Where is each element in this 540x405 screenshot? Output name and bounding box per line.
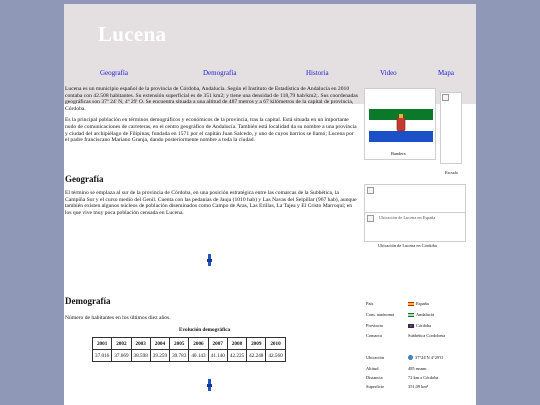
population-cell: 38.598: [131, 350, 150, 362]
nav-link-mapa[interactable]: Mapa: [438, 69, 454, 77]
info-value: España: [408, 301, 429, 306]
population-cell: 39.259: [150, 350, 169, 362]
year-cell: 2003: [131, 338, 150, 350]
info-value: [408, 355, 443, 360]
population-cell: 42.560: [266, 350, 285, 362]
nav-link-historia[interactable]: Historia: [306, 69, 329, 77]
info-value: Córdoba: [408, 323, 431, 328]
intro-paragraph-1: Lucena es un municipio español de la provincia de Córdoba, Andalucía. Según el Instituto de Estadística de Andalucía en 2010 contaba con 42.508 habitantes. Su extensión superficial es de 351 km2; y tiene una densidad de 118,79 hab/km2;. Sus coordenadas geográficas son 37º 24' N, 4º 29' O. Se encuentra situada a una altitud de 487 metros y a 67 kilómetros de la capital de provincia, Córdoba.: [65, 86, 358, 112]
flag-image-icon: [369, 109, 433, 142]
year-cell: 2008: [227, 338, 246, 350]
table-header-row: [93, 338, 286, 350]
map-cordoba-frame: [364, 212, 466, 242]
year-cell: 2001: [93, 338, 112, 350]
year-cell: 2002: [112, 338, 131, 350]
population-cell: 37.016: [93, 350, 112, 362]
demografia-text: Número de habitantes en los últimos diez años.: [65, 315, 171, 321]
info-value: Andalucía: [408, 312, 434, 317]
heading-geografia: Geografía: [65, 174, 104, 184]
info-key: Ubicación: [366, 355, 385, 360]
flag-frame: [364, 88, 436, 160]
geografia-text: El término se emplaza al sur de la provincia de Córdoba, en una posición estratégica entre las comarcas de la Subbética, la Campiña Sur y el curso medio del Genil. Cuenta con las pedanías de Jauja (1010 hab) y Las Navas del Selpillar (967 hab), aunque también existen algunos núcleos de población diseminados como Campo de Aras, Las Erillas, La Tajea y El Cristo Marroquí; en los que vive muy poca población censada en Lucena.: [65, 190, 357, 216]
main-content: [65, 86, 359, 149]
spain-flag-icon: [408, 302, 414, 306]
person-figure-icon: [207, 379, 212, 391]
nav-link-geografia[interactable]: Geografía: [100, 69, 128, 77]
year-cell: 2009: [247, 338, 266, 350]
map-spain-caption: Ubicación de Lucena en España: [379, 215, 436, 220]
info-key: Distancia: [366, 375, 383, 380]
info-key: Superficie: [366, 384, 385, 389]
table-values-row: [93, 350, 286, 362]
person-figure-icon: [207, 254, 212, 266]
site-title: Lucena: [98, 22, 167, 46]
population-cell: 37.669: [112, 350, 131, 362]
info-key: País: [366, 301, 374, 306]
page-container: [64, 4, 476, 405]
population-table: [92, 337, 286, 362]
map-caption: Ubicación de Lucena en Córdoba: [378, 243, 437, 248]
info-key: Com. autónoma: [366, 312, 395, 317]
heading-demografia: Demografía: [65, 296, 111, 306]
info-key: Comarca: [366, 333, 382, 338]
population-cell: 41.140: [208, 350, 227, 362]
broken-image-icon: [442, 94, 449, 101]
population-cell: 40.143: [189, 350, 208, 362]
table-title: Evolución demográfica: [179, 327, 231, 333]
population-cell: 39.783: [170, 350, 189, 362]
info-value: 351,09 km²: [408, 384, 429, 389]
info-key: Altitud: [366, 366, 379, 371]
coat-of-arms-caption: Escudo: [445, 170, 458, 175]
info-value: Subbética Cordobesa: [408, 333, 446, 338]
broken-image-icon: [367, 215, 374, 222]
nav-link-demografia[interactable]: Demografía: [203, 69, 237, 77]
info-value: 485 msnm: [408, 366, 427, 371]
year-cell: 2010: [266, 338, 285, 350]
coordinates-link[interactable]: 37°24′N 4°29′O: [415, 355, 444, 360]
andalucia-flag-icon: [408, 313, 414, 317]
info-key: Provincia: [366, 323, 383, 328]
intro-paragraph-2: Es la principal población en términos demográficos y económicos de la provincia, tras la capital. Está situada en un importante nudo de comunicaciones de carreteras, en el centro geográfico de Andalucía. También está localidad da su nombre a una provincia y ciudad del archipiélago de Filipinas, fundada en 1571 por el capitán Juan Salcedo, y uno de cuyos barrios se llamó; Lucena por el padre franciscano Mariano Granja, dando posteriormente nombre a toda la ciudad.: [65, 117, 357, 144]
year-cell: 2006: [189, 338, 208, 350]
population-cell: 42.248: [247, 350, 266, 362]
map-spain-frame: [364, 184, 466, 214]
cordoba-flag-icon: [408, 324, 414, 328]
year-cell: 2004: [150, 338, 169, 350]
info-value: 72 km a Córdoba: [408, 375, 439, 380]
broken-image-icon: [367, 187, 374, 194]
flag-caption: Bandera: [391, 151, 406, 156]
coat-of-arms-frame: [440, 92, 462, 164]
globe-icon: [408, 355, 413, 360]
nav-link-video[interactable]: Video: [380, 69, 397, 77]
year-cell: 2007: [208, 338, 227, 350]
year-cell: 2005: [170, 338, 189, 350]
population-cell: 42.225: [227, 350, 246, 362]
